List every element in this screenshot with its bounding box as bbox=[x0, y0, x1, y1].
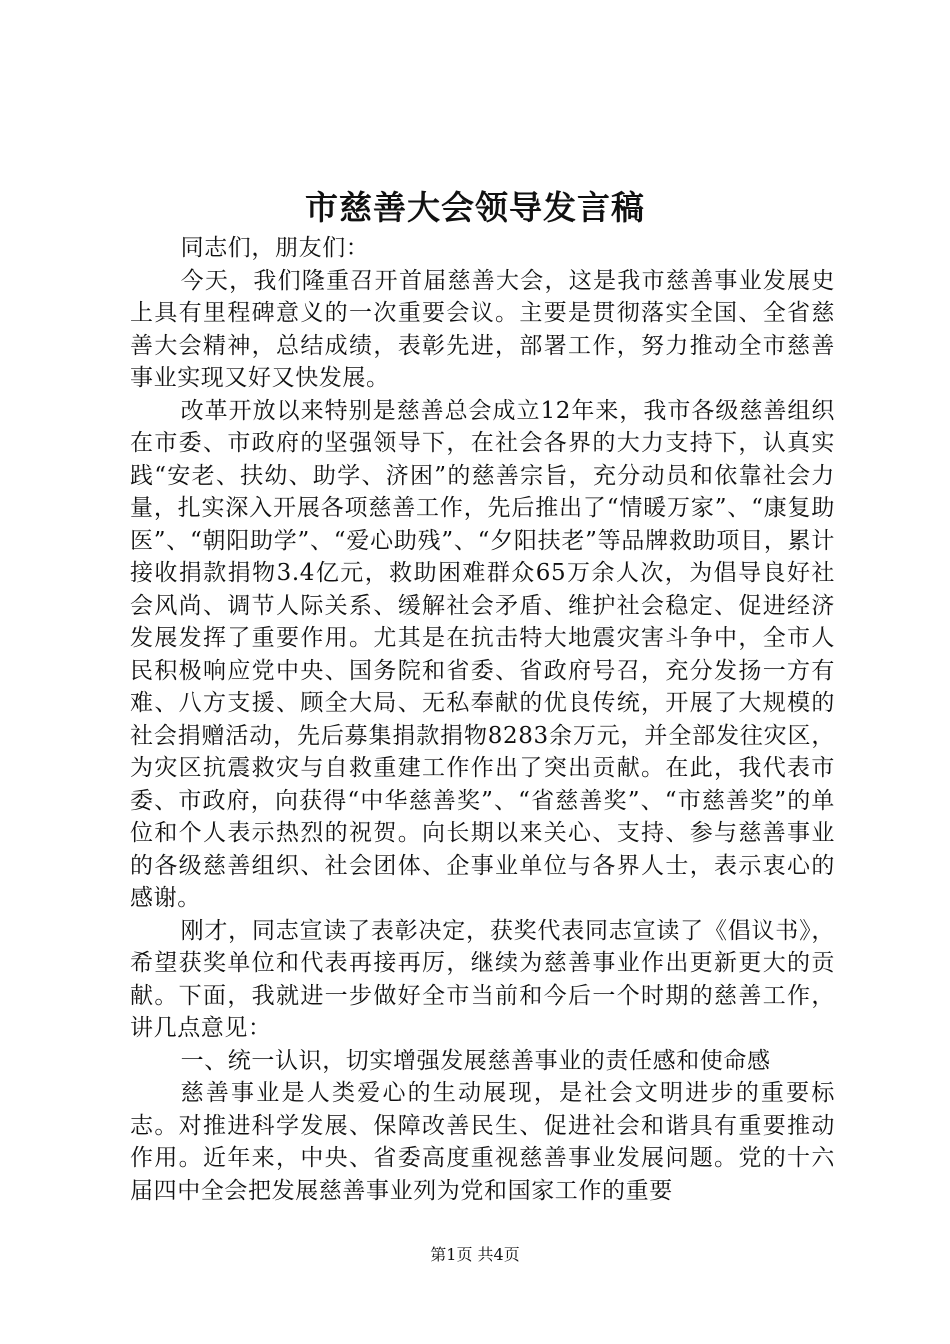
body-paragraph: 刚才，同志宣读了表彰决定，获奖代表同志宣读了《倡议书》，希望获奖单位和代表再接再厉，继续为慈善事业作出更新更大的贡献。下面，我就进一步做好全市当前和今后一个时期的慈善工作，讲几点意见： bbox=[130, 917, 835, 1041]
body-paragraph: 改革开放以来特别是慈善总会成立12年来，我市各级慈善组织在市委、市政府的坚强领导下，在社会各界的大力支持下，认真实践“安老、扶幼、助学、济困”的慈善宗旨，充分动员和依靠社会力量，扎实深入开展各项慈善工作，先后推出了“情暖万家”、“康复助医”、“朝阳助学”、“爱心助残”、“夕阳扶老”等品牌救助项目，累计接收捐款捐物3.4亿元，救助困难群众65万余人次，为倡导良好社会风尚、调节人际关系、缓解社会矛盾、维护社会稳定、促进经济发展发挥了重要作用。尤其是在抗击特大地震灾害斗争中，全市人民积极响应党中央、国务院和省委、省政府号召，充分发扬一方有难、八方支援、顾全大局、无私奉献的优良传统，开展了大规模的社会捐赠活动，先后募集捐款捐物8283余万元，并全部发往灾区，为灾区抗震救灾与自救重建工作作出了突出贡献。在此，我代表市委、市政府，向获得“中华慈善奖”、“省慈善奖”、“市慈善奖”的单位和个人表示热烈的祝贺。向长期以来关心、支持、参与慈善事业的各级慈善组织、社会团体、企事业单位与各界人士，表示衷心的感谢。 bbox=[130, 397, 835, 911]
document-body bbox=[130, 232, 835, 1207]
section-heading: 一、统一认识，切实增强发展慈善事业的责任感和使命感 bbox=[180, 1047, 771, 1074]
body-paragraph: 今天，我们隆重召开首届慈善大会，这是我市慈善事业发展史上具有里程碑意义的一次重要会议。主要是贯彻落实全国、全省慈善大会精神，总结成绩，表彰先进，部署工作，努力推动全市慈善事业实现又好又快发展。 bbox=[130, 267, 835, 391]
page-number-footer: 第1页 共4页 bbox=[430, 1245, 520, 1264]
salutation-paragraph: 同志们，朋友们： bbox=[180, 235, 370, 261]
page-title: 市慈善大会领导发言稿 bbox=[305, 188, 645, 227]
body-paragraph: 慈善事业是人类爱心的生动展现，是社会文明进步的重要标志。对推进科学发展、保障改善民生、促进社会和谐具有重要推动作用。近年来，中央、省委高度重视慈善事业发展问题。党的十六届四中全会把发展慈善事业列为党和国家工作的重要 bbox=[130, 1080, 835, 1204]
